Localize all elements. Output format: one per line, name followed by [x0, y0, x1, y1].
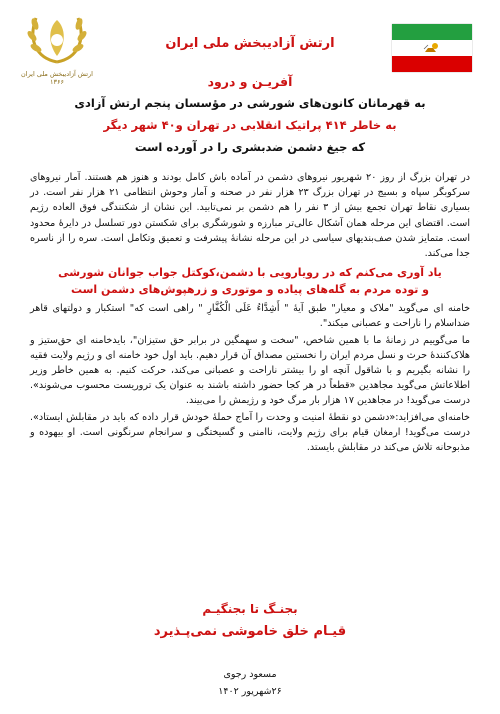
title-block [0, 72, 500, 158]
signature-date: ۲۶شهریور ۱۴۰۲ [218, 686, 282, 697]
subtitle-line-3: که جیغ دشمن ضدبشری را در آورده است [134, 140, 366, 154]
paragraph-4: خامنه‌ای می‌افزاید:«دشمن دو نقطهٔ امنیت و وحدت را آماج حملهٔ خودش قرار داده که باید در مقابلش ایستاد». درست می‌گوید! ارمغان قیام برای رژیم ولایت، ناامنی و گسیختگی و سرانجام سرنگونی است. او بیهوده و مذبوحانه تلاش می‌کند در مقابلش بایستد. [30, 411, 470, 454]
paragraph-2: خامنه ای می‌گوید "ملاک و معیار" طبق آیهٔ " أَشِدَّاءُ عَلَى الْكُفَّارِ " راهی است که" استکبار و دولتهای قاهر ضداسلام را ناراحت و عصبانی میکند". [30, 303, 470, 330]
highlight-line-1: یاد آوری می‌کنم که در رویارویی با دشمن،کوکتل جواب جوانان شورشی [58, 266, 442, 280]
logo-caption: ارتش آزادیبخش ملی ایران ۱۳۶۶ [21, 70, 93, 86]
organization-name: ارتش آزادیبخش ملی ایران [165, 36, 335, 51]
slogans [0, 598, 500, 644]
iran-lion-and-sun-flag-icon [392, 24, 472, 72]
subtitle-line-2: به خاطر ۴۱۴ پراتیک انقلابی در تهران و۴۰ شهر دیگر [103, 118, 397, 132]
paragraph-3: ما می‌گوییم در زمانهٔ ما با همین شاخص، "سخت و سهمگین در برابر حق ستیزان"، بایدخامنه ای حق‌ستیز و هلاک‌کنندهٔ حرث و نسل مردم ایران را نخستین مصداق آن قرار دهیم. باید اول خود خامنه ای و رژیم ولایت فقیه را نشانه بگیریم و با شاقول آنچه او را بیشتر ناراحت و عصبانی می‌کند، حرکت کنیم. به همین خاطر وزیر اطلاعاتش می‌گوید مجاهدین «قطعاً در هر کجا حضور داشته باشند به عنوان یک تروریست محسوب می‌شوند». درست می‌گوید! در مجاهدین ۱۷ هزار بار مرگ خود و رژیمش را می‌بیند. [30, 334, 470, 407]
statement-body [30, 170, 470, 456]
slogan-1: بجنـگ تا بجنگیـم [202, 602, 298, 616]
greeting-title: آفریـن و درود [207, 74, 293, 89]
signature [0, 666, 500, 700]
signature-name: مسعود رجوی [223, 669, 277, 680]
slogan-2: قیـام خلق خاموشی نمی‌پـذیرد [153, 624, 347, 639]
subtitle-line-1: به قهرمانان کانون‌های شورشی در مؤسسان پنجم ارتش آزادی [74, 96, 426, 110]
paragraph-1: در تهران بزرگ از روز ۲۰ شهریور نیروهای دشمن در آماده باش کامل بودند و هنوز هم هستند. آمار نیروهای سرکوبگر سپاه و بسیج در تهران بزرگ ۲۳ هزار نفر در صحنه و آمار وحوش انتظامی ۲۱ هزار نفر است. در بسیاری نقاط تهران تجمع بیش از ۳ نفر را هم دشمن بر نمی‌تابید. این نشان از شکنندگی فوق العاده رژیم است. اقتضای این مرحله همان آشکال عالی‌تر مبارزه و شورشگری برای شکستن دور تسلسل در دایرهٔ محدود است. متمایز شدن صف‌بندیهای سیاسی در این مرحله نشانهٔ پیشرفت و تعمیق وتکامل است. سره را از ناسره جدا می‌کند. [30, 172, 470, 260]
highlight-line-2: و توده مردم به گله‌های پیاده و موتوری و زرهپوش‌های دشمن است [70, 283, 430, 297]
